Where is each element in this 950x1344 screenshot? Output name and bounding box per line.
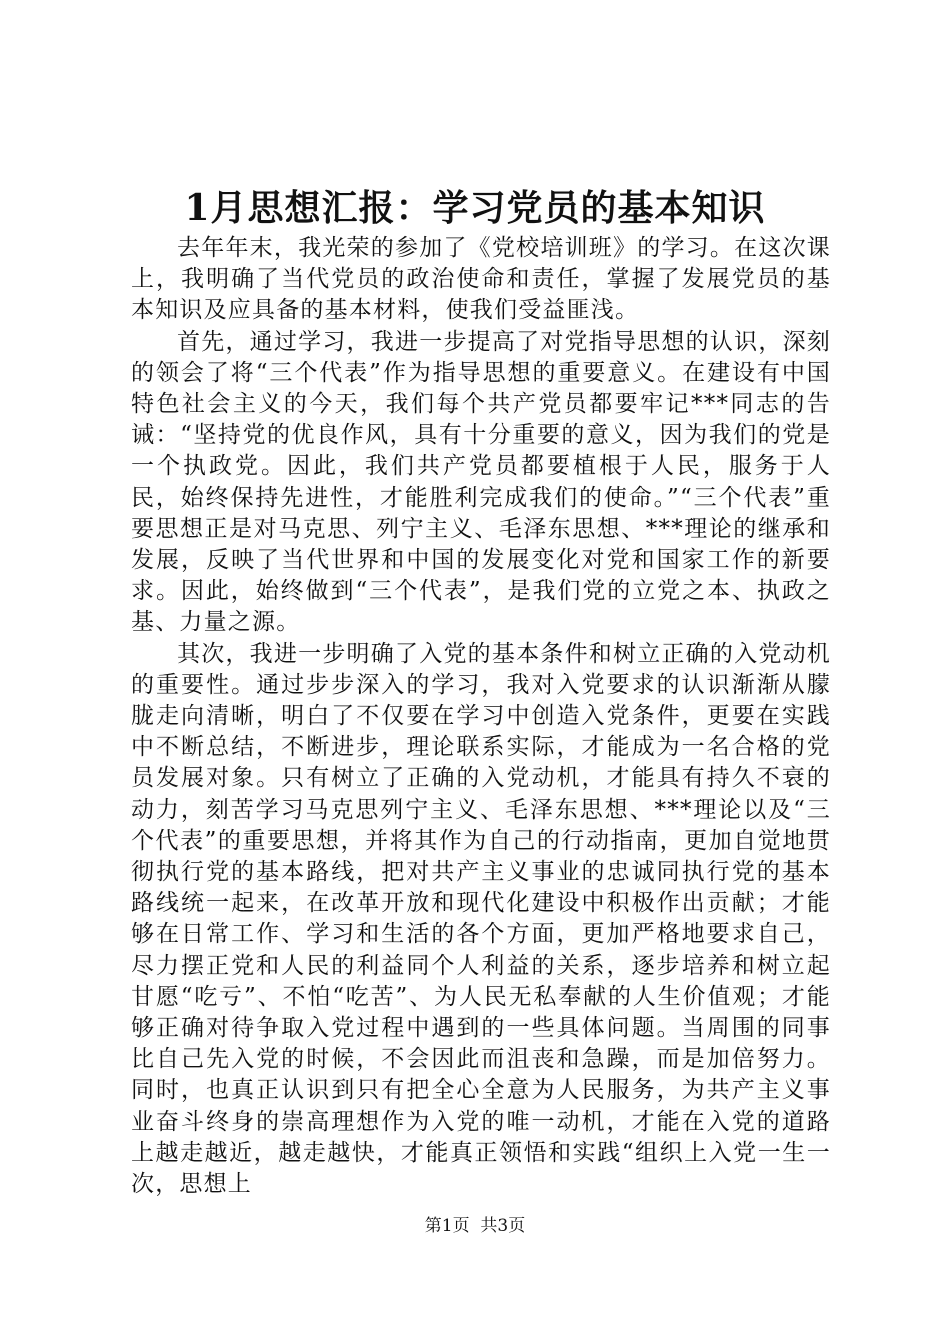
page-footer [0,1214,950,1238]
paragraph-1: 去年年末，我光荣的参加了《党校培训班》的学习。在这次课上，我明确了当代党员的政治使命和责任，掌握了发展党员的基本知识及应具备的基本材料，使我们受益匪浅。 [131,235,831,324]
document-title: 1月思想汇报：学习党员的基本知识 [184,187,766,229]
document-body [131,233,831,1200]
paragraph-3: 其次，我进一步明确了入党的基本条件和树立正确的入党动机的重要性。通过步步深入的学习，我对入党要求的认识渐渐从朦胧走向清晰，明白了不仅要在学习中创造入党条件，更要在实践中不断总结，不断进步，理论联系实际，才能成为一名合格的党员发展对象。只有树立了正确的入党动机，才能具有持久不衰的动力，刻苦学习马克思列宁主义、毛泽东思想、***理论以及“三个代表”的重要思想，并将其作为自己的行动指南，更加自觉地贯彻执行党的基本路线，把对共产主义事业的忠诚同执行党的基本路线统一起来，在改革开放和现代化建设中积极作出贡献；才能够在日常工作、学习和生活的各个方面，更加严格地要求自己，尽力摆正党和人民的利益同个人利益的关系，逐步培养和树立起甘愿“吃亏”、不怕“吃苦”、为人民无私奉献的人生价值观；才能够正确对待争取入党过程中遇到的一些具体问题。当周围的同事比自己先入党的时候，不会因此而沮丧和急躁，而是加倍努力。同时，也真正认识到只有把全心全意为人民服务，为共产主义事业奋斗终身的崇高理想作为入党的唯一动机，才能在入党的道路上越走越近，越走越快，才能真正领悟和实践“组织上入党一生一次，思想上 [131,640,831,1198]
page-number: 第1页 共3页 [424,1216,526,1236]
paragraph-2: 首先，通过学习，我进一步提高了对党指导思想的认识，深刻的领会了将“三个代表”作为指导思想的重要意义。在建设有中国特色社会主义的今天，我们每个共产党员都要牢记***同志的告诫：“坚持党的优良作风，具有十分重要的意义，因为我们的党是一个执政党。因此，我们共产党员都要植根于人民，服务于人民，始终保持先进性，才能胜利完成我们的使命。”“三个代表”重要思想正是对马克思、列宁主义、毛泽东思想、***理论的继承和发展，反映了当代世界和中国的发展变化对党和国家工作的新要求。因此，始终做到“三个代表”，是我们党的立党之本、执政之基、力量之源。 [131,328,831,636]
